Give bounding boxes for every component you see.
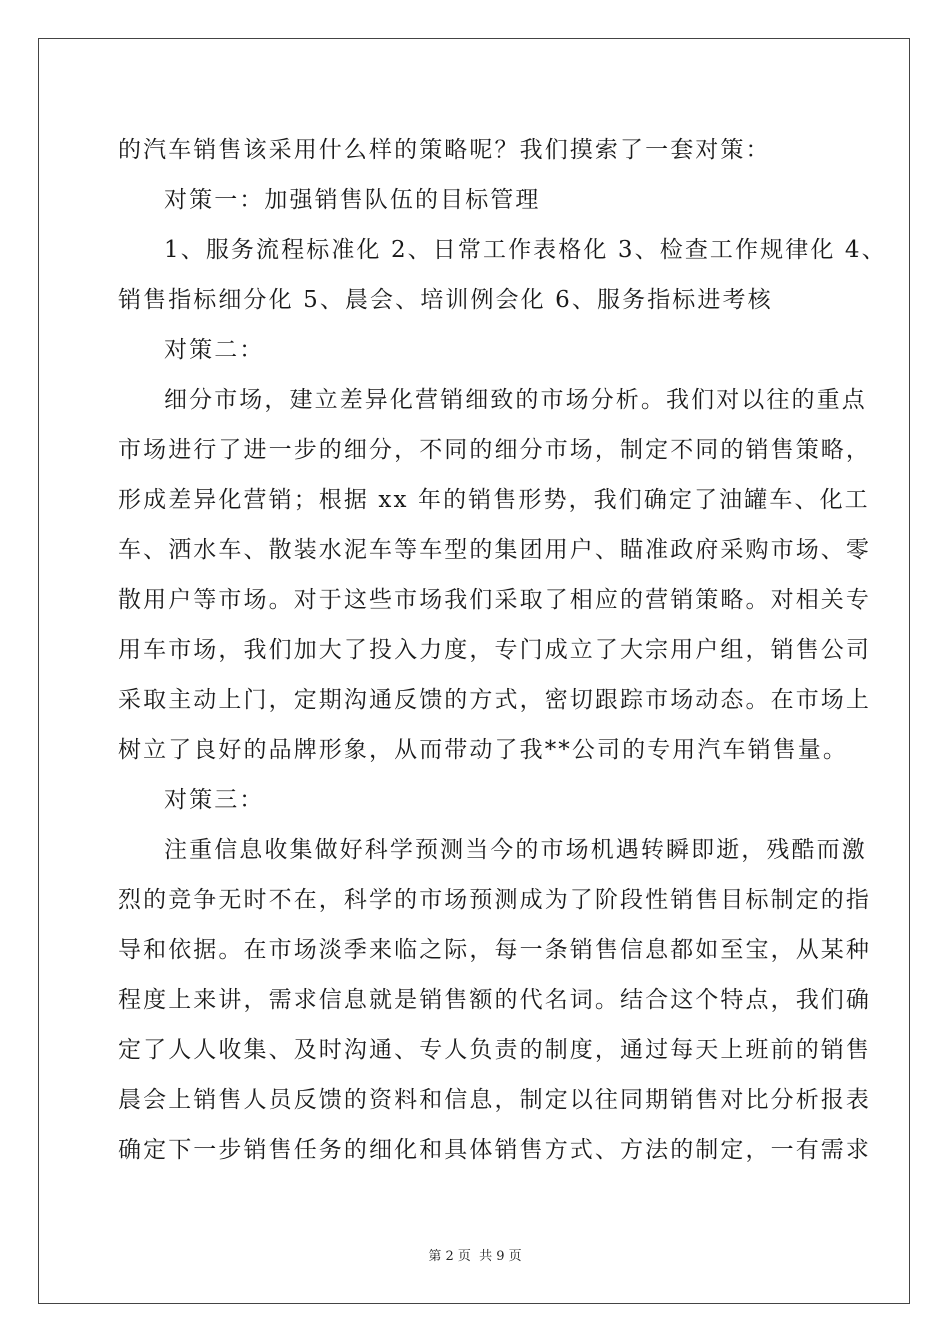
strategy-two-heading: 对策二： bbox=[164, 337, 265, 363]
page-total: 共 9 页 bbox=[479, 1249, 522, 1264]
text-line: 采取主动上门，定期沟通反馈的方式，密切跟踪市场动态。在市场上 bbox=[118, 687, 871, 713]
text-line: 导和依据。在市场淡季来临之际，每一条销售信息都如至宝，从某种 bbox=[118, 937, 871, 963]
page-footer bbox=[0, 1245, 950, 1264]
text-line: 确定下一步销售任务的细化和具体销售方式、方法的制定，一有需求 bbox=[118, 1137, 871, 1163]
text-line: 散用户等市场。对于这些市场我们采取了相应的营销策略。对相关专 bbox=[118, 587, 871, 613]
text-line: 市场进行了进一步的细分，不同的细分市场，制定不同的销售策略， bbox=[118, 437, 871, 463]
text-line: 定了人人收集、及时沟通、专人负责的制度，通过每天上班前的销售 bbox=[118, 1037, 871, 1063]
text-line: 程度上来讲，需求信息就是销售额的代名词。结合这个特点，我们确 bbox=[118, 987, 871, 1013]
text-line: 用车市场，我们加大了投入力度，专门成立了大宗用户组，销售公司 bbox=[118, 637, 871, 663]
text-line: 晨会上销售人员反馈的资料和信息，制定以往同期销售对比分析报表 bbox=[118, 1087, 871, 1113]
text-line: 销售指标细分化 5、晨会、培训例会化 6、服务指标进考核 bbox=[118, 287, 773, 313]
strategy-one-heading: 对策一：加强销售队伍的目标管理 bbox=[164, 187, 541, 213]
page-number: 第 2 页 bbox=[428, 1249, 471, 1264]
text-line: 烈的竞争无时不在，科学的市场预测成为了阶段性销售目标制定的指 bbox=[118, 887, 871, 913]
text-line: 树立了良好的品牌形象，从而带动了我**公司的专用汽车销售量。 bbox=[118, 737, 848, 763]
text-line: 的汽车销售该采用什么样的策略呢？我们摸索了一套对策： bbox=[118, 137, 771, 163]
document-body bbox=[118, 125, 887, 1175]
text-line: 注重信息收集做好科学预测当今的市场机遇转瞬即逝，残酷而激 bbox=[164, 837, 867, 863]
text-line: 车、洒水车、散装水泥车等车型的集团用户、瞄准政府采购市场、零 bbox=[118, 537, 871, 563]
text-line: 细分市场，建立差异化营销细致的市场分析。我们对以往的重点 bbox=[164, 387, 867, 413]
text-line: 1、服务流程标准化 2、日常工作表格化 3、检查工作规律化 4、 bbox=[164, 237, 887, 263]
strategy-three-heading: 对策三： bbox=[164, 787, 265, 813]
text-line: 形成差异化营销；根据 xx 年的销售形势，我们确定了油罐车、化工 bbox=[118, 487, 870, 513]
